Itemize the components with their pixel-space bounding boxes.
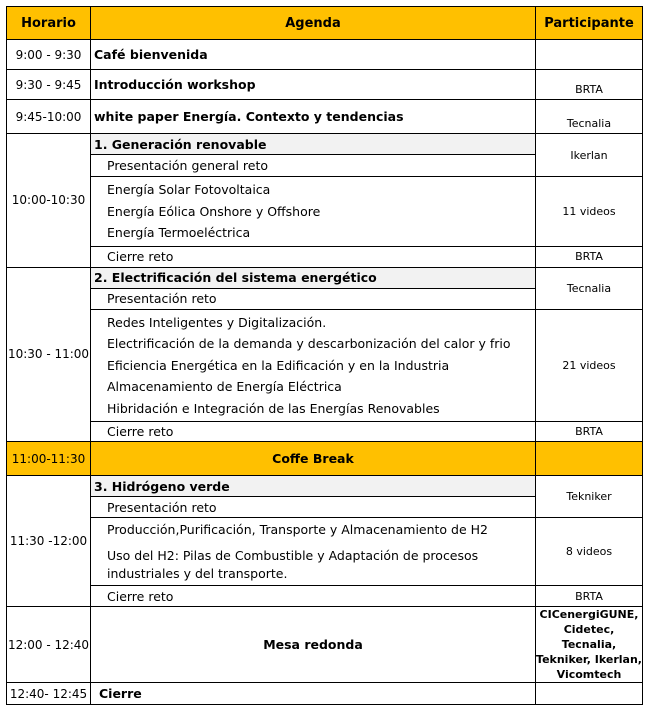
- table-row: [7, 607, 643, 683]
- header-row: [7, 7, 643, 40]
- topic-item: Uso del H2: Pilas de Combustible y Adaptación de procesos industriales y del transporte.: [107, 547, 479, 581]
- participant-cell: BRTA: [536, 70, 643, 100]
- participant-cell: [536, 607, 643, 683]
- agenda-table: [6, 6, 643, 705]
- participant-line: Cidetec, Tecnalia,: [561, 623, 617, 651]
- header-participant: Participante: [536, 7, 643, 40]
- table-row: [7, 422, 643, 442]
- participant-cell: BRTA: [536, 586, 643, 607]
- intro-cell: Presentación general reto: [91, 155, 536, 177]
- participant-line: Tekniker, Ikerlan,: [536, 653, 642, 666]
- time-cell: 10:00-10:30: [7, 134, 91, 268]
- participant-cell: Tekniker: [536, 476, 643, 518]
- section-title-row: [7, 476, 643, 497]
- time-cell: 10:30 - 11:00: [7, 267, 91, 442]
- topics-cell: [91, 309, 536, 422]
- time-cell: 9:30 - 9:45: [7, 70, 91, 100]
- table-row: [7, 518, 643, 586]
- topic-item: Energía Solar Fotovoltaica: [107, 182, 271, 197]
- agenda-cell: Introducción workshop: [91, 70, 536, 100]
- topic-item: Redes Inteligentes y Digitalización.: [107, 314, 327, 330]
- topic-item: Almacenamiento de Energía Eléctrica: [107, 379, 342, 394]
- participant-cell: 8 videos: [536, 518, 643, 586]
- table-row: [7, 70, 643, 100]
- participant-line: Vicomtech: [556, 668, 622, 681]
- table-row: [7, 586, 643, 607]
- table-row: [7, 683, 643, 705]
- participant-cell: BRTA: [536, 246, 643, 267]
- participant-cell: Tecnalia: [536, 267, 643, 309]
- time-cell: 12:40- 12:45: [7, 683, 91, 705]
- participant-cell: [536, 683, 643, 705]
- intro-cell: Presentación reto: [91, 288, 536, 309]
- topic-item: Eficiencia Energética en la Edificación y en la Industria: [107, 357, 450, 373]
- topic-item: Producción,Purificación, Transporte y Almacenamiento de H2: [107, 521, 488, 537]
- section-title: 2. Electrificación del sistema energético: [91, 267, 536, 288]
- topic-item: Electrificación de la demanda y descarbonización del calor y frio: [107, 336, 511, 351]
- agenda-cell: white paper Energía. Contexto y tendencias: [91, 100, 536, 134]
- topic-item: Hibridación e Integración de las Energías Renovables: [107, 400, 440, 416]
- table-row: [7, 177, 643, 247]
- break-label: Coffe Break: [91, 442, 536, 476]
- topics-cell: [91, 518, 536, 586]
- participant-cell: [536, 442, 643, 476]
- table-row: [7, 246, 643, 267]
- table-row: [7, 309, 643, 422]
- section-title: 3. Hidrógeno verde: [91, 476, 536, 497]
- time-cell: 9:45-10:00: [7, 100, 91, 134]
- agenda-cell: Cierre: [91, 683, 536, 705]
- participant-cell: Ikerlan: [536, 134, 643, 177]
- intro-cell: Presentación reto: [91, 497, 536, 518]
- topic-item: Energía Eólica Onshore y Offshore: [107, 203, 321, 219]
- break-row: [7, 442, 643, 476]
- header-time: Horario: [7, 7, 91, 40]
- participant-cell: [536, 40, 643, 70]
- section-title-row: [7, 267, 643, 288]
- time-cell: 11:30 -12:00: [7, 476, 91, 607]
- close-cell: Cierre reto: [91, 422, 536, 442]
- close-cell: Cierre reto: [91, 246, 536, 267]
- participant-cell: BRTA: [536, 422, 643, 442]
- agenda-cell: Mesa redonda: [91, 607, 536, 683]
- topic-item: Energía Termoeléctrica: [107, 225, 251, 240]
- time-cell: 9:00 - 9:30: [7, 40, 91, 70]
- section-title-row: [7, 134, 643, 155]
- participant-cell: Tecnalia: [536, 100, 643, 134]
- time-cell: 12:00 - 12:40: [7, 607, 91, 683]
- participant-cell: 21 videos: [536, 309, 643, 422]
- time-cell: 11:00-11:30: [7, 442, 91, 476]
- topics-cell: [91, 177, 536, 247]
- participant-cell: 11 videos: [536, 177, 643, 247]
- agenda-cell: Café bienvenida: [91, 40, 536, 70]
- table-row: [7, 40, 643, 70]
- participant-line: CICenergiGUNE,: [539, 608, 639, 621]
- close-cell: Cierre reto: [91, 586, 536, 607]
- table-row: [7, 100, 643, 134]
- section-title: 1. Generación renovable: [91, 134, 536, 155]
- header-agenda: Agenda: [91, 7, 536, 40]
